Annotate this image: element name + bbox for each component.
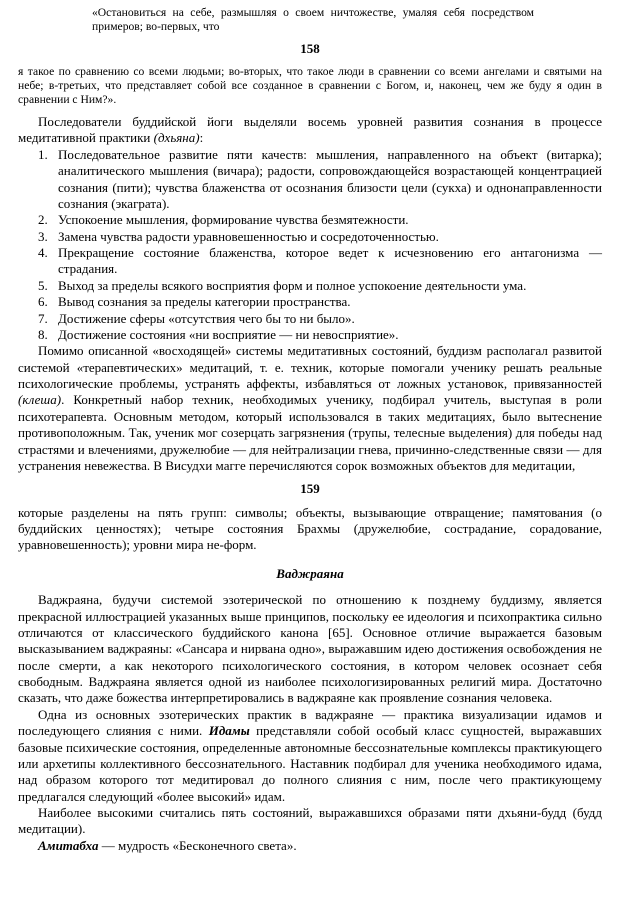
list-number: 4.: [38, 245, 48, 261]
list-text: Успокоение мышления, формирование чувства безмятежности.: [58, 212, 409, 228]
list-number: 8.: [38, 326, 48, 342]
term-dhyana: (дхьяна): [153, 130, 200, 146]
paragraph-text: Помимо описанной «восходящей» системы медитативных состояний, буддизм располагал развитой системой «терапевтических» медитаций, т. е. техник, которые помогали ученику решать реальные психологические проблемы, устранять аффекты, избавляться от ложных установок, привязанностей: [18, 343, 602, 392]
paragraph-text: Последователи буддийской йоги выделяли восемь уровней развития сознания в процессе медитативной практики: [18, 114, 602, 146]
quote-block-intro: [92, 6, 534, 34]
list-item-2: [18, 212, 602, 228]
list-text: Прекращение состояние блаженства, которое ведет к исчезновению его антагонизма — страдания.: [58, 245, 602, 277]
list-item-3: [18, 229, 602, 245]
paragraph-idamy: [18, 707, 602, 805]
list-number: 2.: [38, 212, 48, 228]
section-heading-vajrayana: Ваджраяна: [276, 565, 344, 581]
list-text: Достижение состояния «ни восприятие — ни невосприятие».: [58, 326, 399, 342]
paragraph-text: представляли собой особый класс сущностей, выражавших базовые психические состояния, определенные автономные бессознательные комплексы практикующего или архетипы коллективного бессознательного. Наставник подбирал для ученика необходимого идама, над образом которого тот медитировал до полного слияния с ним, после чего практикующему предлагался следующий «более высокий» идам.: [18, 723, 602, 804]
paragraph-therapeutic: [18, 343, 602, 474]
numbered-list: [18, 147, 602, 344]
page-number-159: 159: [300, 481, 320, 497]
list-number: 6.: [38, 294, 48, 310]
quote-text: «Остановиться на себе, размышляя о своем ничтожестве, умаляя себя посредством примеров; во-первых, что: [92, 6, 534, 34]
paragraph-text: Ваджраяна, будучи системой эзотерической по отношению к позднему буддизму, является прекрасной иллюстрацией указанных выше принципов, поскольку ее идеология и психопрактика сильно отличаются от классического буддийского канона [65]. Основное отличие выражается базовым высказыванием ваджраяны: «Сансара и нирвана одно», выражавшим идею достижения освобождения не после смерти, а как некоторого психологического состояния, в котором человек осознает себя свободным. Ваджраяна является одной из наиболее психологизированных религий мира. Достаточно сказать, что даже божества интерпретировались в ваджраяне как проявление сознания человека.: [18, 592, 602, 706]
page-number-158: 158: [300, 41, 320, 57]
paragraph-text: . Конкретный набор техник, необходимых ученику, подбирал учитель, выступая в роли психотерапевта. Основным методом, который использовался в таких медитациях, было вытеснение противоположным. Так, ученик мог созерцать загрязнения (трупы, телесные выделения) для победы над страстями и влечениями, дружелюбие — для нейтрализации гнева, причинно-следственные связи — для устранения невежества. В Висудхи магге перечисляются сорок возможных объектов для медитации,: [18, 392, 602, 473]
paragraph-text: которые разделены на пять групп: символы; объекты, вызывающие отвращение; памятования (о буддийских ценностях); четыре состояния Брахмы (дружелюбие, сострадание, сорадование, уравновешенность); уровни мира не-форм.: [18, 504, 602, 553]
term-klesha: (клеша): [18, 392, 62, 408]
list-text: Вывод сознания за пределы категории пространства.: [58, 294, 351, 310]
list-number: 5.: [38, 277, 48, 293]
list-item-5: [18, 278, 602, 294]
list-item-7: [18, 311, 602, 327]
paragraph-text: — мудрость «Бесконечного света».: [98, 837, 297, 853]
list-number: 3.: [38, 228, 48, 244]
list-item-4: [18, 245, 602, 278]
paragraph-dhyana: [18, 114, 602, 147]
quote-block-continuation: [18, 65, 602, 107]
list-text: Замена чувства радости уравновешенностью и сосредоточенностью.: [58, 228, 439, 244]
paragraph-text: Одна из основных эзотерических практик в ваджраяне — практика визуализации идамов и последующего слияния с ними.: [18, 706, 602, 739]
list-number: 1.: [38, 146, 48, 162]
term-amitabha: Амитабха: [38, 837, 99, 853]
paragraph-amitabha: [18, 838, 602, 854]
paragraph-groups: [18, 505, 602, 554]
list-number: 7.: [38, 310, 48, 326]
list-item-6: [18, 294, 602, 310]
term-idamy: Идамы: [208, 723, 250, 739]
paragraph-vajrayana: [18, 592, 602, 707]
list-text: Последовательное развитие пяти качеств: мышления, направленного на объект (витарка); аналитического мышления (вичара); радости, сопровождающейся возрастающей концентрацией сознания (пити); чувства блаженства от осознания близости цели (сукха) и однонаправленности сознания (экаграта).: [58, 146, 602, 211]
paragraph-five-states: [18, 805, 602, 838]
list-text: Выход за пределы всякого восприятия форм и полное успокоение деятельности ума.: [58, 277, 527, 293]
list-item-8: [18, 327, 602, 343]
quote-text: я такое по сравнению со всеми людьми; во-вторых, что такое люди в сравнении со всеми ангелами и святыми на небе; в-третьих, что представляет собой все созданное в сравнении с Богом, и, наконец, чем же буду я один в сравнении с Ним?».: [18, 64, 602, 106]
paragraph-text: Наиболее высокими считались пять состояний, выражавшихся образами пяти дхьяни-будд (будд медитации).: [18, 805, 602, 837]
paragraph-text: :: [199, 130, 204, 146]
list-text: Достижение сферы «отсутствия чего бы то ни было».: [58, 310, 355, 326]
list-item-1: [18, 147, 602, 213]
